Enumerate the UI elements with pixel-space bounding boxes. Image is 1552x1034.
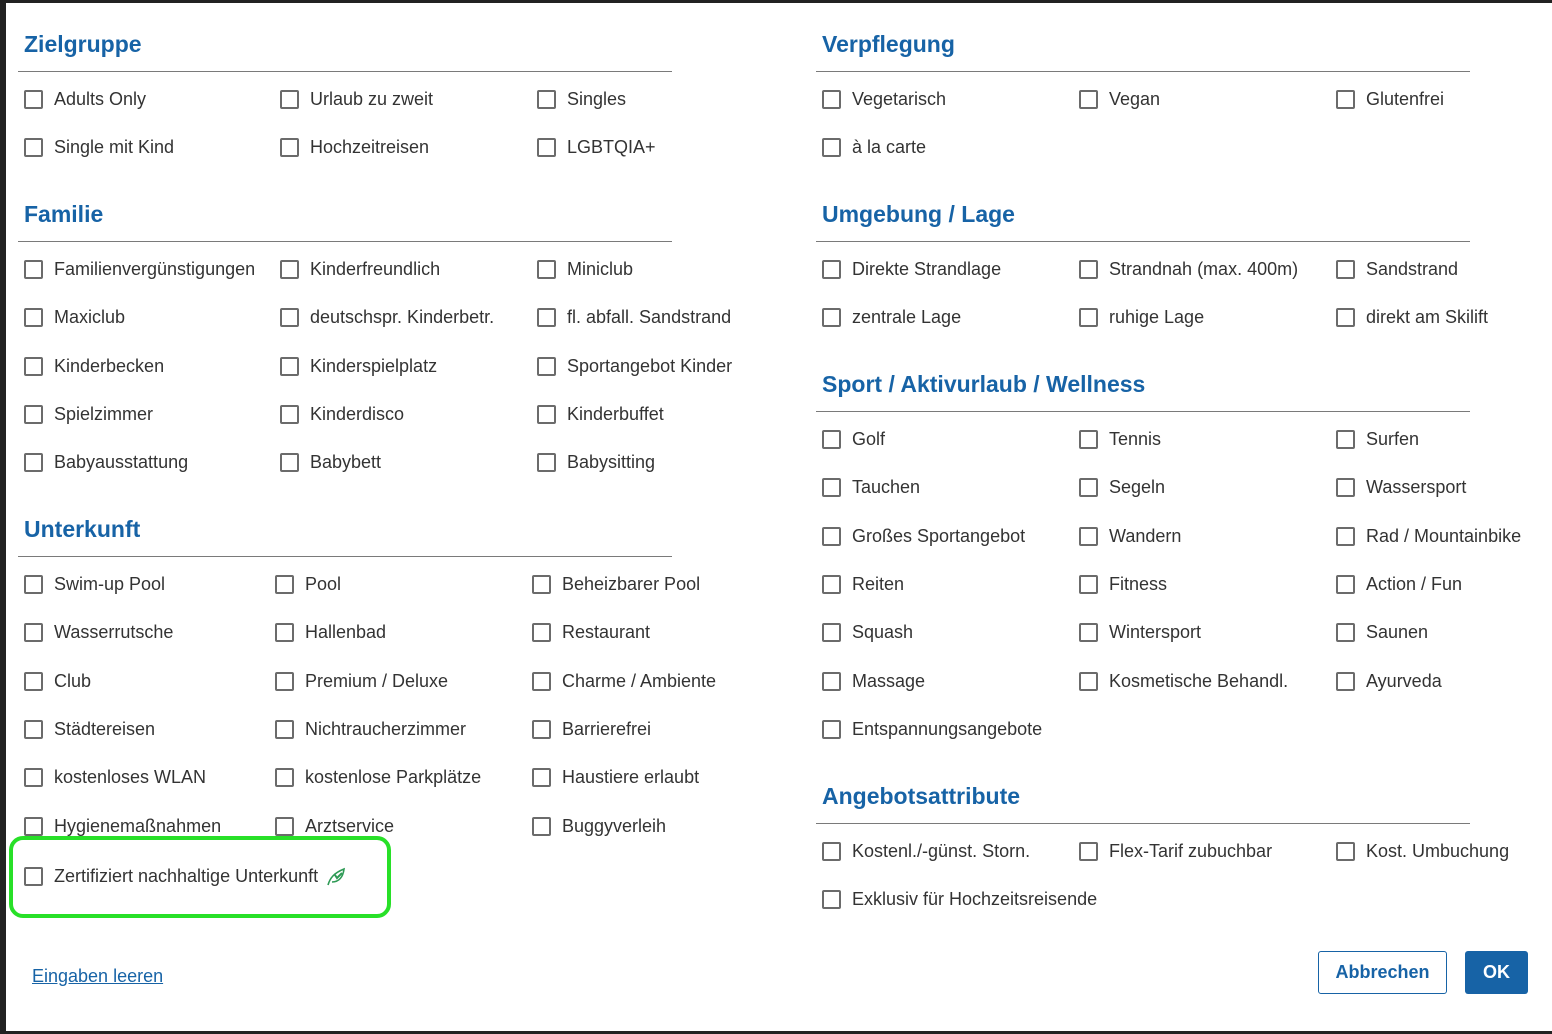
section-divider [18,71,672,72]
option-sport[interactable] [822,574,904,595]
option-sport[interactable] [822,429,885,450]
option-label: Massage [852,671,926,691]
option-familie[interactable] [24,259,255,280]
checkbox[interactable] [1079,527,1098,546]
option-unterkunft[interactable] [24,574,165,595]
option-familie[interactable] [24,356,164,377]
checkbox[interactable] [275,768,294,787]
option-label: LGBTQIA+ [567,137,656,157]
option-label: Direkte Strandlage [852,259,1002,279]
option-umgebung[interactable] [1336,307,1488,328]
option-zielgruppe[interactable] [24,89,146,110]
checkbox[interactable] [532,575,551,594]
option-label: Charme / Ambiente [562,671,717,691]
option-label: Arztservice [305,816,395,836]
checkbox[interactable] [1336,308,1355,327]
checkbox[interactable] [280,90,299,109]
checkbox[interactable] [1336,672,1355,691]
option-label: Hochzeitreisen [310,137,430,157]
option-sport[interactable] [1079,622,1201,643]
checkbox[interactable] [537,90,556,109]
option-zielgruppe[interactable] [280,89,433,110]
option-familie[interactable] [280,452,381,473]
option-unterkunft[interactable] [532,671,716,692]
checkbox[interactable] [24,260,43,279]
option-umgebung[interactable] [822,307,961,328]
section-title-familie: Familie [24,201,104,227]
option-zielgruppe[interactable] [537,89,626,110]
option-label: Pool [305,574,342,594]
checkbox[interactable] [1079,842,1098,861]
checkbox[interactable] [822,890,841,909]
option-label: Fitness [1109,574,1168,594]
checkbox[interactable] [532,720,551,739]
checkbox[interactable] [24,138,43,157]
checkbox[interactable] [24,768,43,787]
checkbox[interactable] [537,308,556,327]
checkbox[interactable] [822,720,841,739]
option-label: Single mit Kind [54,137,175,157]
checkbox[interactable] [280,405,299,424]
checkbox[interactable] [532,768,551,787]
option-unterkunft[interactable] [24,864,348,888]
checkbox[interactable] [24,575,43,594]
option-label: Miniclub [567,259,634,279]
option-label: zentrale Lage [852,307,962,327]
option-label: Familienvergünstigungen [54,259,256,279]
section-divider [816,823,1470,824]
option-label: Swim-up Pool [54,574,166,594]
option-label: fl. abfall. Sandstrand [567,307,732,327]
option-zielgruppe[interactable] [280,137,429,158]
option-label: Flex-Tarif zubuchbar [1109,841,1273,861]
checkbox[interactable] [1079,430,1098,449]
checkbox[interactable] [1336,478,1355,497]
option-zielgruppe[interactable] [24,137,174,158]
option-familie[interactable] [537,356,732,377]
option-sport[interactable] [1079,429,1161,450]
option-label: à la carte [852,137,927,157]
option-verpflegung[interactable] [822,137,926,158]
option-sport[interactable] [1079,526,1181,547]
option-label: Surfen [1366,429,1420,449]
ok-button[interactable]: OK [1465,951,1528,994]
option-angebot[interactable] [822,841,1030,862]
section-title-umgebung: Umgebung / Lage [822,201,1015,227]
checkbox[interactable] [24,720,43,739]
checkbox[interactable] [24,405,43,424]
checkbox[interactable] [1079,260,1098,279]
option-unterkunft[interactable] [24,767,206,788]
option-label: Tauchen [852,477,921,497]
section-divider [18,241,672,242]
option-label: Hallenbad [305,622,387,642]
option-label: Kinderfreundlich [310,259,441,279]
option-label: kostenloses WLAN [54,767,207,787]
checkbox[interactable] [280,260,299,279]
option-sport[interactable] [1079,671,1288,692]
option-sport[interactable] [822,671,925,692]
checkbox[interactable] [1336,430,1355,449]
checkbox[interactable] [532,623,551,642]
section-title-angebot: Angebotsattribute [822,783,1021,809]
option-unterkunft[interactable] [275,574,341,595]
checkbox[interactable] [24,308,43,327]
option-familie[interactable] [280,259,440,280]
option-unterkunft[interactable] [532,719,651,740]
checkbox[interactable] [24,867,43,886]
checkbox[interactable] [1336,623,1355,642]
section-title-verpflegung: Verpflegung [822,31,955,57]
checkbox[interactable] [1336,527,1355,546]
option-unterkunft[interactable] [24,671,91,692]
option-label: Babysitting [567,452,656,472]
section-divider [816,411,1470,412]
option-label: Babybett [310,452,382,472]
checkbox[interactable] [822,842,841,861]
option-familie[interactable] [24,404,153,425]
checkbox[interactable] [822,430,841,449]
checkbox[interactable] [532,672,551,691]
checkbox[interactable] [280,357,299,376]
checkbox[interactable] [1336,260,1355,279]
option-label: Premium / Deluxe [305,671,449,691]
checkbox[interactable] [537,138,556,157]
checkbox[interactable] [24,672,43,691]
option-sport[interactable] [822,477,920,498]
checkbox[interactable] [24,357,43,376]
section-title-sport: Sport / Aktivurlaub / Wellness [822,371,1146,397]
option-label: Tennis [1109,429,1162,449]
option-familie[interactable] [24,452,188,473]
option-sport[interactable] [822,622,913,643]
option-unterkunft[interactable] [275,767,481,788]
checkbox[interactable] [280,308,299,327]
option-label: Kinderdisco [310,404,405,424]
option-zielgruppe[interactable] [537,137,656,158]
option-label: Vegan [1109,89,1161,109]
option-verpflegung[interactable] [1336,89,1444,110]
option-label: Club [54,671,92,691]
checkbox[interactable] [537,260,556,279]
checkbox[interactable] [1079,575,1098,594]
option-label: Saunen [1366,622,1429,642]
option-sport[interactable] [822,526,1025,547]
option-label: Kinderspielplatz [310,356,438,376]
checkbox[interactable] [24,817,43,836]
checkbox[interactable] [24,623,43,642]
option-unterkunft[interactable] [532,816,666,837]
option-label: Urlaub zu zweit [310,89,434,109]
option-label: Barrierefrei [562,719,652,739]
option-sport[interactable] [1336,477,1466,498]
option-label: Kinderbecken [54,356,165,376]
option-unterkunft[interactable] [275,622,386,643]
option-label: Sandstrand [1366,259,1459,279]
option-label: Wasserrutsche [54,622,174,642]
filter-dialog [6,3,1552,1031]
section-title-zielgruppe: Zielgruppe [24,31,142,57]
section-divider [816,71,1470,72]
option-label: Singles [567,89,627,109]
option-familie[interactable] [537,307,731,328]
option-label: Vegetarisch [852,89,947,109]
checkbox[interactable] [24,90,43,109]
option-label: Glutenfrei [1366,89,1445,109]
option-label: Kost. Umbuchung [1366,841,1510,861]
option-label: Exklusiv für Hochzeitsreisende [852,889,1098,909]
option-verpflegung[interactable] [822,89,946,110]
option-label: Strandnah (max. 400m) [1109,259,1299,279]
option-label: Entspannungsangebote [852,719,1043,739]
option-umgebung[interactable] [1079,307,1204,328]
checkbox[interactable] [822,308,841,327]
cancel-button[interactable]: Abbrechen [1318,951,1447,994]
option-label: Squash [852,622,914,642]
option-label: deutschspr. Kinderbetr. [310,307,495,327]
option-familie[interactable] [537,452,655,473]
option-unterkunft[interactable] [532,622,650,643]
option-verpflegung[interactable] [1079,89,1160,110]
option-unterkunft[interactable] [275,816,394,837]
option-label: Golf [852,429,886,449]
checkbox[interactable] [1079,623,1098,642]
option-label: Ayurveda [1366,671,1442,691]
checkbox[interactable] [822,478,841,497]
checkbox[interactable] [537,453,556,472]
option-unterkunft[interactable] [24,816,221,837]
option-unterkunft[interactable] [275,671,448,692]
option-label: Wassersport [1366,477,1467,497]
option-sport[interactable] [1336,622,1428,643]
option-label: Rad / Mountainbike [1366,526,1522,546]
option-angebot[interactable] [822,889,1097,910]
option-sport[interactable] [822,719,1042,740]
option-sport[interactable] [1079,574,1167,595]
option-label: Wandern [1109,526,1182,546]
checkbox[interactable] [822,260,841,279]
option-umgebung[interactable] [1079,259,1298,280]
option-label: direkt am Skilift [1366,307,1489,327]
option-label: Städtereisen [54,719,156,739]
checkbox[interactable] [1079,90,1098,109]
checkbox[interactable] [24,453,43,472]
option-label: Haustiere erlaubt [562,767,700,787]
checkbox[interactable] [275,575,294,594]
option-sport[interactable] [1336,526,1521,547]
checkbox[interactable] [537,405,556,424]
option-label: Reiten [852,574,905,594]
checkbox[interactable] [822,90,841,109]
option-label: ruhige Lage [1109,307,1205,327]
section-title-unterkunft: Unterkunft [24,516,141,542]
checkbox[interactable] [1079,308,1098,327]
option-angebot[interactable] [1336,841,1509,862]
checkbox[interactable] [822,575,841,594]
option-umgebung[interactable] [822,259,1001,280]
option-unterkunft[interactable] [275,719,466,740]
checkbox[interactable] [275,817,294,836]
checkbox[interactable] [275,720,294,739]
option-label: Sportangebot Kinder [567,356,733,376]
option-label: Beheizbarer Pool [562,574,701,594]
option-sport[interactable] [1336,429,1419,450]
option-sport[interactable] [1336,574,1462,595]
option-familie[interactable] [24,307,125,328]
option-label: Maxiclub [54,307,126,327]
option-label: Segeln [1109,477,1166,497]
checkbox[interactable] [1336,90,1355,109]
option-label: Kostenl./-günst. Storn. [852,841,1031,861]
option-unterkunft[interactable] [24,719,155,740]
checkbox[interactable] [275,672,294,691]
option-familie[interactable] [537,404,664,425]
option-familie[interactable] [280,356,437,377]
option-label: Hygienemaßnahmen [54,816,222,836]
option-label: Action / Fun [1366,574,1463,594]
checkbox[interactable] [275,623,294,642]
checkbox[interactable] [280,138,299,157]
option-label: Babyausstattung [54,452,189,472]
option-unterkunft[interactable] [532,574,700,595]
option-label: Zertifiziert nachhaltige Unterkunft [54,865,319,886]
option-umgebung[interactable] [1336,259,1458,280]
checkbox[interactable] [537,357,556,376]
option-sport[interactable] [1336,671,1442,692]
option-familie[interactable] [537,259,633,280]
clear-inputs-link[interactable]: Eingaben leeren [32,966,164,986]
option-label: Nichtraucherzimmer [305,719,467,739]
option-label: Wintersport [1109,622,1202,642]
checkbox[interactable] [1079,478,1098,497]
option-label: Restaurant [562,622,651,642]
checkbox[interactable] [1336,575,1355,594]
checkbox[interactable] [822,527,841,546]
checkbox[interactable] [280,453,299,472]
option-angebot[interactable] [1079,841,1272,862]
checkbox[interactable] [822,672,841,691]
section-divider [18,556,672,557]
checkbox[interactable] [1079,672,1098,691]
option-label: Spielzimmer [54,404,154,424]
option-label: Buggyverleih [562,816,667,836]
option-sport[interactable] [1079,477,1165,498]
checkbox[interactable] [822,138,841,157]
option-label: kostenlose Parkplätze [305,767,482,787]
option-label: Adults Only [54,89,147,109]
checkbox[interactable] [1336,842,1355,861]
checkbox[interactable] [532,817,551,836]
option-label: Großes Sportangebot [852,526,1026,546]
option-label: Kinderbuffet [567,404,664,424]
option-unterkunft[interactable] [532,767,699,788]
option-unterkunft[interactable] [24,622,173,643]
option-familie[interactable] [280,307,494,328]
option-familie[interactable] [280,404,404,425]
option-label: Kosmetische Behandl. [1109,671,1289,691]
sustainability-leaf-icon [318,864,348,888]
checkbox[interactable] [822,623,841,642]
section-divider [816,241,1470,242]
